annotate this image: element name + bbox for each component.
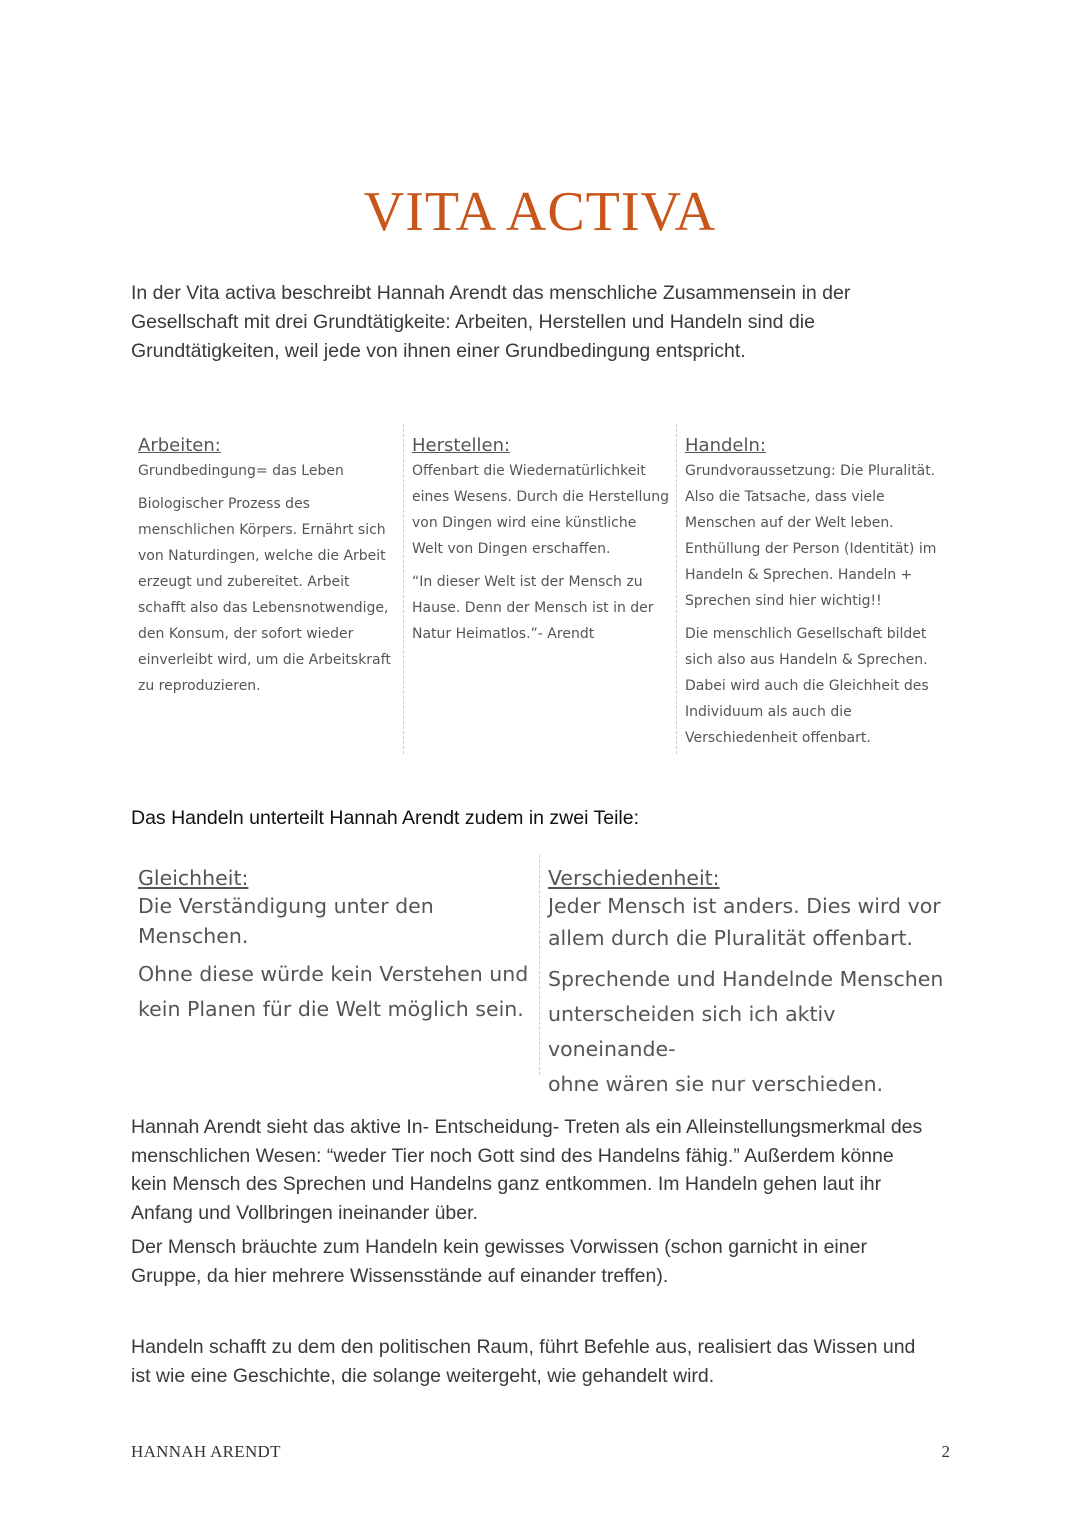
text-line: Biologischer Prozess des bbox=[138, 496, 310, 512]
column-heading: Handeln: bbox=[685, 435, 766, 456]
text-line: allem durch die Pluralität offenbart. bbox=[548, 926, 914, 950]
text-line: zu reproduzieren. bbox=[138, 678, 261, 694]
text-line: kein Planen für die Welt möglich sein. bbox=[138, 997, 524, 1021]
section-subheading: Das Handeln unterteilt Hannah Arendt zudem in zwei Teile: bbox=[131, 807, 640, 829]
column-gleichheit bbox=[131, 855, 533, 1075]
page-number: 2 bbox=[941, 1442, 950, 1461]
text-line: unterscheiden sich ich aktiv voneinande- bbox=[548, 1002, 836, 1061]
text-line: Die Verständigung unter den Menschen. bbox=[138, 894, 434, 948]
text-line: Handeln schafft zu dem den politischen Raum, führt Befehle aus, realisiert das Wissen und bbox=[131, 1336, 916, 1358]
text-line: In der Vita activa beschreibt Hannah Arendt das menschliche Zusammensein in der bbox=[131, 282, 851, 304]
body-paragraph-3 bbox=[131, 1333, 951, 1390]
text-line: den Konsum, der sofort wieder bbox=[138, 626, 354, 642]
text-line: Sprechen sind hier wichtig!! bbox=[685, 593, 882, 609]
column-heading: Arbeiten: bbox=[138, 435, 221, 456]
text-line: von Dingen wird eine künstliche bbox=[412, 515, 637, 531]
text-line: Enthüllung der Person (Identität) im bbox=[685, 541, 937, 557]
two-column-section bbox=[131, 855, 951, 1096]
text-line: ist wie eine Geschichte, die solange weitergeht, wie gehandelt wird. bbox=[131, 1364, 715, 1387]
body-paragraph-1 bbox=[131, 1113, 951, 1227]
column-arbeiten bbox=[131, 424, 400, 754]
text-line: Welt von Dingen erschaffen. bbox=[412, 541, 611, 557]
text-line: sich also aus Handeln & Sprechen. bbox=[685, 652, 928, 668]
text-line: Grundbedingung= das Leben bbox=[138, 463, 344, 479]
text-line: Offenbart die Wiedernatürlichkeit bbox=[412, 463, 646, 479]
body-paragraph-2 bbox=[131, 1233, 951, 1290]
text-line: Individuum als auch die bbox=[685, 704, 852, 720]
text-line: einverleibt wird, um die Arbeitskraft bbox=[138, 652, 391, 668]
column-heading: Gleichheit: bbox=[138, 866, 249, 890]
page-title: VITA ACTIVA bbox=[363, 181, 717, 243]
text-line: Handeln & Sprechen. Handeln + bbox=[685, 567, 913, 583]
text-line: ohne wären sie nur verschieden. bbox=[548, 1072, 884, 1096]
text-line: “In dieser Welt ist der Mensch zu bbox=[412, 574, 643, 590]
column-herstellen bbox=[403, 424, 670, 754]
text-line: Natur Heimatlos.”- Arendt bbox=[412, 626, 595, 642]
text-line: Sprechende und Handelnde Menschen bbox=[548, 967, 944, 991]
footer-author: HANNAH ARENDT bbox=[131, 1442, 281, 1461]
text-line: erzeugt und zubereitet. Arbeit bbox=[138, 574, 350, 590]
text-line: menschlichen Körpers. Ernährt sich bbox=[138, 522, 386, 538]
text-line: Gesellschaft mit drei Grundtätigkeite: Arbeiten, Herstellen und Handeln sind die bbox=[131, 311, 815, 333]
text-line: Anfang und Vollbringen ineinander über. bbox=[131, 1201, 478, 1224]
column-heading: Verschiedenheit: bbox=[548, 866, 720, 890]
column-verschiedenheit bbox=[539, 855, 953, 1096]
text-line: menschlichen Wesen: “weder Tier noch Gott sind des Handelns fähig.” Außerdem könne bbox=[131, 1144, 894, 1167]
text-line: Grundtätigkeiten, weil jede von ihnen einer Grundbedingung entspricht. bbox=[131, 340, 746, 362]
text-line: Die menschlich Gesellschaft bildet bbox=[685, 626, 927, 642]
text-line: Hannah Arendt sieht das aktive In- Entscheidung- Treten als ein Alleinstellungsmerkmal des bbox=[131, 1116, 923, 1138]
text-line: Jeder Mensch ist anders. Dies wird vor bbox=[548, 894, 941, 918]
text-line: von Naturdingen, welche die Arbeit bbox=[138, 548, 386, 564]
column-heading: Herstellen: bbox=[412, 435, 511, 456]
text-line: Hause. Denn der Mensch ist in der bbox=[412, 600, 654, 616]
text-line: eines Wesens. Durch die Herstellung bbox=[412, 489, 670, 505]
text-line: Der Mensch bräuchte zum Handeln kein gewisses Vorwissen (schon garnicht in einer bbox=[131, 1236, 867, 1258]
text-line: Verschiedenheit offenbart. bbox=[685, 730, 871, 746]
text-line: Grundvoraussetzung: Die Pluralität. bbox=[685, 463, 936, 479]
text-line: Ohne diese würde kein Verstehen und bbox=[138, 962, 529, 986]
column-handeln bbox=[676, 424, 947, 754]
text-line: Menschen auf der Welt leben. bbox=[685, 515, 894, 531]
three-column-section bbox=[131, 424, 951, 754]
text-line: Gruppe, da hier mehrere Wissensstände auf einander treffen). bbox=[131, 1264, 669, 1287]
text-line: schafft also das Lebensnotwendige, bbox=[138, 600, 389, 616]
text-line: Also die Tatsache, dass viele bbox=[685, 489, 885, 505]
text-line: Dabei wird auch die Gleichheit des bbox=[685, 678, 929, 694]
intro-paragraph bbox=[131, 279, 931, 366]
text-line: kein Mensch des Sprechen und Handelns ganz entkommen. Im Handeln gehen laut ihr bbox=[131, 1173, 882, 1195]
